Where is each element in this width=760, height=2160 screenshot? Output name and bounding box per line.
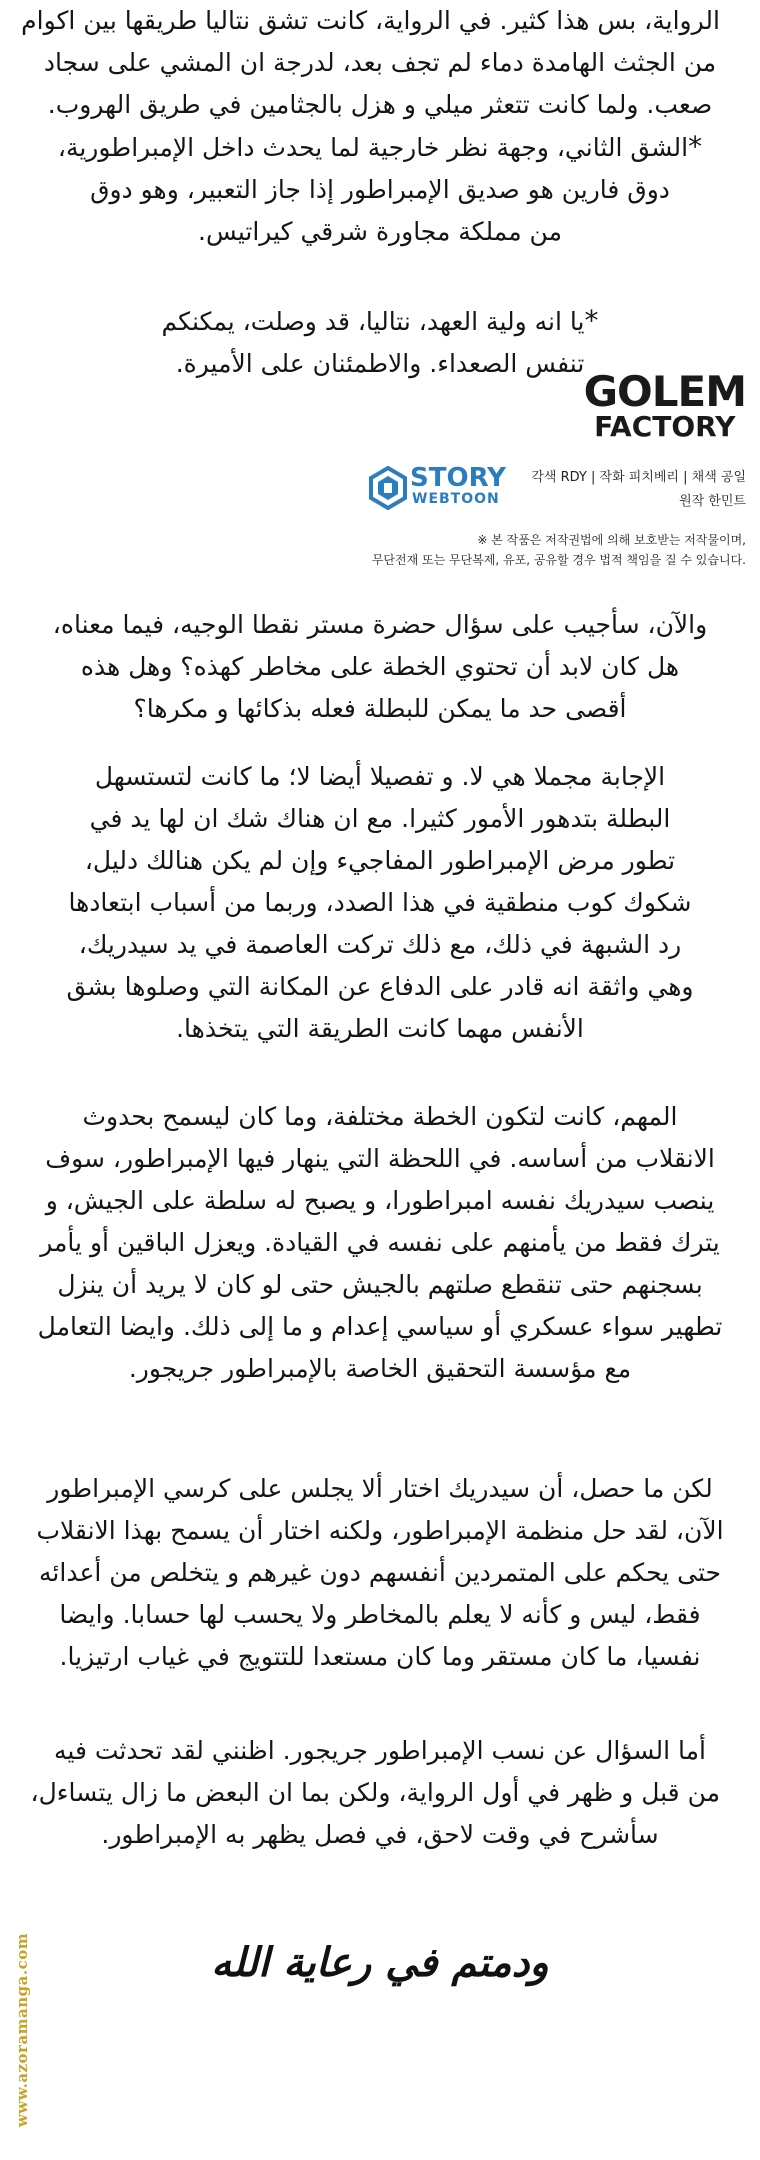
text-line: البطلة بتدهور الأمور كثيرا. مع ان هناك شك ان لها يد في <box>89 804 671 833</box>
watermark-text: www.azoramanga.com <box>13 1932 31 2128</box>
asterisk: * <box>584 304 599 337</box>
paragraph-8 <box>30 1730 720 1856</box>
story-webtoon-logo <box>368 460 508 522</box>
text-line: المهم، كانت لتكون الخطة مختلفة، وما كان ليسمح بحدوث <box>82 1102 678 1131</box>
golem-text: GOLEM <box>583 367 746 416</box>
text-line: تطور مرض الإمبراطور المفاجيء وإن لم يكن هنالك دليل، <box>84 846 676 875</box>
text-line <box>40 126 720 169</box>
text-span: الشق الثاني، وجهة نظر خارجية لما يحدث داخل الإمبراطورية، <box>57 133 689 162</box>
paragraph-1 <box>21 0 720 126</box>
text-line: الآن، لقد حل منظمة الإمبراطور، ولكنه اختار أن يسمح بهذا الانقلاب <box>36 1516 724 1545</box>
asterisk: * <box>688 130 703 163</box>
paragraph-5 <box>40 756 720 1050</box>
credits-line: 원작 한민트 <box>679 494 746 509</box>
text-line: لكن ما حصل، أن سيدريك اختار ألا يجلس على كرسي الإمبراطور <box>47 1474 713 1503</box>
paragraph-7 <box>30 1468 730 1678</box>
text-line <box>100 300 660 343</box>
text-line: دوق فارين هو صديق الإمبراطور إذا جاز التعبير، وهو دوق <box>90 175 670 204</box>
text-line: مع مؤسسة التحقيق الخاصة بالإمبراطور جريجور. <box>128 1354 632 1383</box>
text-line: رد الشبهة في ذلك، مع ذلك تركت العاصمة في يد سيدريك، <box>78 930 682 959</box>
copyright-notice <box>372 530 746 570</box>
factory-text: FACTORY <box>594 410 736 443</box>
text-line: صعب. ولما كانت تتعثر ميلي و هزل بالجثامين في طريق الهروب. <box>47 90 713 119</box>
text-line: الأنفس مهما كانت الطريقة التي يتخذها. <box>176 1014 584 1043</box>
text-line: من قبل و ظهر في أول الرواية، ولكن بما ان البعض ما زال يتساءل، <box>30 1778 720 1807</box>
story-hexagon-icon <box>368 466 408 510</box>
text-line: أقصى حد ما يمكن للبطلة فعله بذكائها و مكرها؟ <box>133 694 627 723</box>
webtoon-text: WEBTOON <box>412 491 500 507</box>
publisher-logo-block <box>0 367 760 582</box>
text-line: نفسيا، ما كان مستقر وما كان مستعدا للتتويج في غياب ارتيزيا. <box>59 1642 701 1671</box>
credits-line: 각색 RDY | 작화 피치베리 | 채색 공일 <box>531 470 746 485</box>
story-text: STORY <box>410 463 506 493</box>
text-line: الرواية، بس هذا كثير. في الرواية، كانت تشق نتاليا طريقها بين اكوام <box>21 6 720 35</box>
text-line: الانقلاب من أساسه. في اللحظة التي ينهار فيها الإمبراطور، سوف <box>45 1144 715 1173</box>
paragraph-4 <box>40 604 720 730</box>
paragraph-6 <box>30 1096 730 1390</box>
text-line: شكوك كوب منطقية في هذا الصدد، وربما من أسباب ابتعادها <box>68 888 692 917</box>
paragraph-2 <box>40 126 720 253</box>
text-line: تنفس الصعداء. والاطمئنان على الأميرة. <box>175 349 585 378</box>
text-line: سأشرح في وقت لاحق، في فصل يظهر به الإمبراطور. <box>101 1820 659 1849</box>
text-line: تطهير سواء عسكري أو سياسي إعدام و ما إلى ذلك. وايضا التعامل <box>37 1312 723 1341</box>
text-line: حتى يحكم على المتمردين أنفسهم دون غيرهم و يتخلص من أعدائه <box>39 1558 721 1587</box>
text-line: هل كان لابد أن تحتوي الخطة على مخاطر كهذه؟ وهل هذه <box>80 652 680 681</box>
golem-factory-logo <box>583 367 746 443</box>
watermark <box>0 1900 40 2160</box>
text-span: يا انه ولية العهد، نتاليا، قد وصلت، يمكنكم <box>161 307 585 336</box>
text-line: من مملكة مجاورة شرقي كيراتيس. <box>198 217 562 246</box>
text-line: الإجابة مجملا هي لا. و تفصيلا أيضا لا؛ ما كانت لتستسهل <box>94 762 666 791</box>
text-line: ينصب سيدريك نفسه امبراطورا، و يصبح له سلطة على الجيش، و <box>45 1186 715 1215</box>
text-line: أما السؤال عن نسب الإمبراطور جريجور. اظنني لقد تحدثت فيه <box>54 1736 706 1765</box>
text-line: يترك فقط من يأمنهم على نفسه في القيادة. ويعزل الباقين أو يأمر <box>40 1228 720 1257</box>
notice-line: ※ 본 작품은 저작권법에 의해 보호받는 저작물이며, <box>477 533 746 547</box>
text-line: فقط، ليس و كأنه لا يعلم بالمخاطر ولا يحسب لها حسابا. وايضا <box>59 1600 701 1629</box>
text-line: بسجنهم حتى تنقطع صلتهم بالجيش حتى لو كان لا يريد أن ينزل <box>57 1270 703 1299</box>
text-line: والآن، سأجيب على سؤال حضرة مستر نقطا الوجيه، فيما معناه، <box>52 610 708 639</box>
closing-signoff: ودمتم في رعاية الله <box>211 1940 549 1986</box>
credits <box>531 466 746 514</box>
notice-line: 무단전재 또는 무단복제, 유포, 공유할 경우 법적 책임을 질 수 있습니다. <box>371 553 746 567</box>
text-line: وهي واثقة انه قادر على الدفاع عن المكانة التي وصلوها بشق <box>66 972 694 1001</box>
text-line: من الجثث الهامدة دماء لم تجف بعد، لدرجة ان المشي على سجاد <box>43 48 717 77</box>
